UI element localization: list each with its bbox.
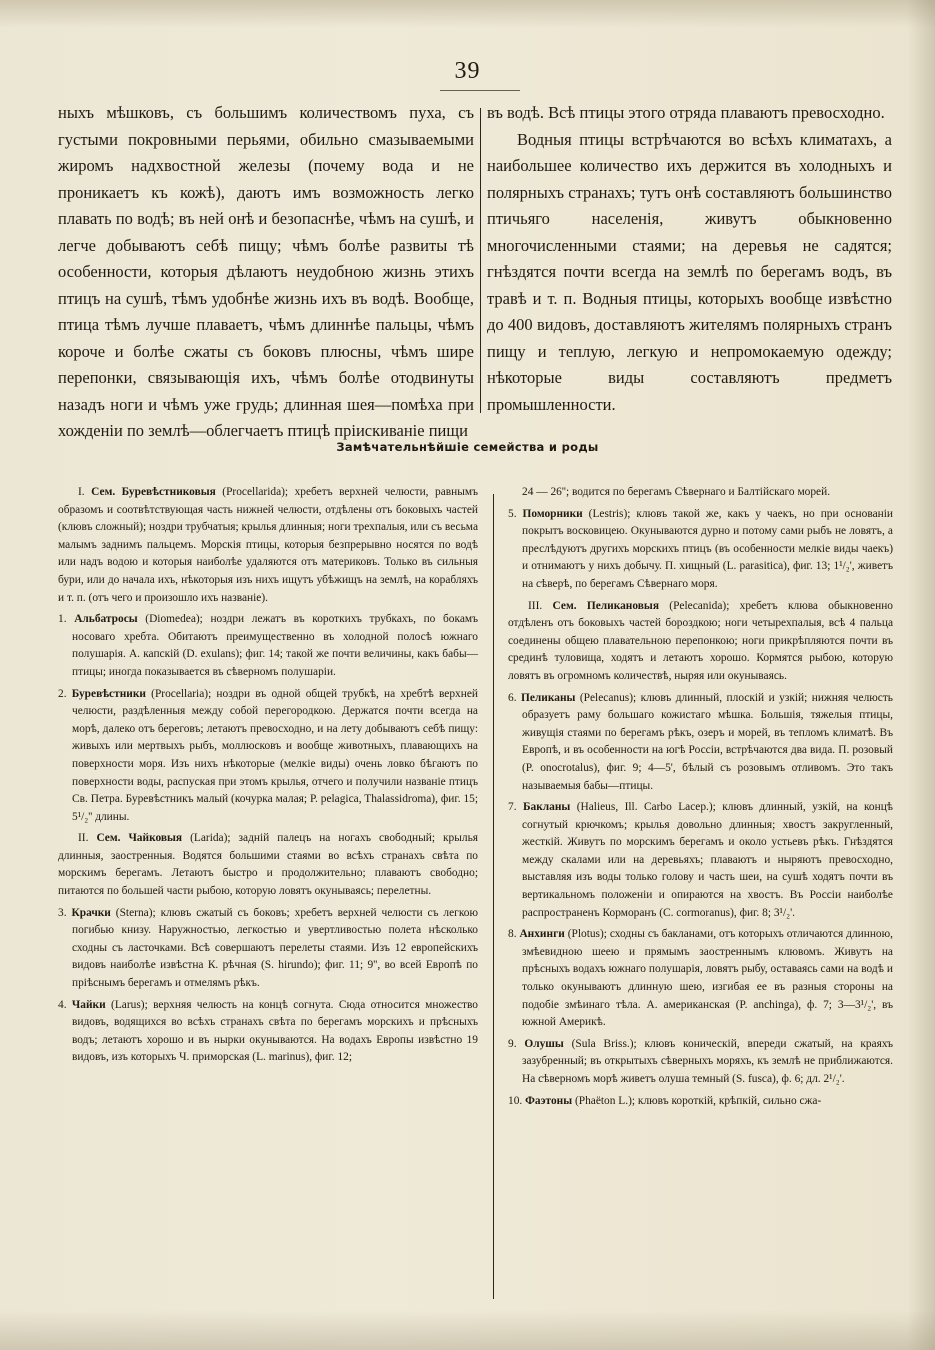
column-divider-bottom <box>493 494 494 1299</box>
taxonomy-left-column <box>58 484 478 1071</box>
family-entry <box>58 484 478 607</box>
intro-left-column <box>58 100 474 445</box>
entry-number: 5. <box>508 507 517 520</box>
page-number: 39 <box>454 58 481 84</box>
intro-right-paragraph-2: Водныя птицы встрѣчаются во всѣхъ климатахъ, а наибольшее количество ихъ держится въ холодныхъ и полярныхъ странахъ; тутъ онѣ составляютъ большинство птичьяго населенія, живутъ обыкновенно многочисленными стаями; на деревья не садятся; гнѣздятся почти всегда на землѣ по берегамъ водъ, въ травѣ и т. п. Водныя птицы, которыхъ вообще извѣстно до 400 видовъ, доставляютъ жителямъ полярныхъ странъ пищу и теплую, легкую и непромокаемую одежду; нѣкоторые виды составляютъ предметъ промышленности. <box>487 129 892 414</box>
entry-name: Сем. Чайковыя <box>96 832 183 845</box>
genus-entry <box>508 1036 893 1089</box>
entry-text: (Lestris); клювъ такой же, какъ у чаекъ, но при основаніи покрытъ восковицею. Окунываются дурно и потому сами рыбъ не ловятъ, а преслѣдуютъ другихъ морскихъ птицъ (въ особенности мелкіе виды чаекъ) и отнимаютъ у нихъ добычу. П. хищный (L. parasitica), фиг. 13; 1¹/₂', живетъ на сѣверѣ, по берегамъ Сѣвернаго моря. <box>522 507 893 590</box>
entry-name: Сем. Пеликановыя <box>552 599 659 612</box>
family-entry <box>508 598 893 686</box>
entry-text: (Sterna); клювъ сжатый съ боковъ; хребетъ верхней челюсти съ легкою погибью книзу. Наружностью, легкостью и увертливостью полета нѣсколько сходны съ ласточками. Всѣ совершаютъ перелеты стаями. Изъ 12 европейскихъ видовъ наиболѣе извѣстна К. рѣчная (S. hirundo); фиг. 11; 9'', во всей Европѣ по пріѣснымъ берегамъ и отмелямъ рѣкъ. <box>72 906 478 990</box>
entry-number: 7. <box>508 801 517 814</box>
entry-name: Поморники <box>522 507 583 520</box>
intro-right-column <box>487 100 892 418</box>
genus-entry <box>508 926 893 1032</box>
taxonomy-right-column <box>508 484 893 1114</box>
entry-name: Чайки <box>71 998 106 1011</box>
entry-text: (Procellaria); ноздри въ одной общей трубкѣ, на хребтѣ верхней челюсти, раздѣленныя между собой перегородкою. Держатся почти всегда на морѣ, далеко отъ береговъ; летаютъ превосходно, и на лету добываютъ себѣ пищу: живыхъ или мертвыхъ рыбъ, моллюсковъ и вообще животныхъ, плавающихъ на поверхности моря. Изъ нихъ нѣкоторые (мелкіе виды) очень ловко бѣгаютъ по поверхности воды, распуская при этомъ крылья, отчего и получили названіе птицъ Св. Петра. Буревѣстникъ малый (кочурка малая; P. pelagica, Thalassidroma), фиг. 15; 5¹/₂'' длины. <box>72 687 478 823</box>
entry-number: 8. <box>508 928 517 941</box>
entry-text: (Sula Briss.); клювъ коническій, впереди сжатый, на краяхъ зазубренный; въ открытыхъ сѣверныхъ моряхъ, къ землѣ не приближаются. На сѣверномъ морѣ живетъ олуша темный (S. fusca), ф. 6; дл. 2¹/₂'. <box>522 1037 893 1085</box>
entry-name: Фаэтоны <box>525 1094 573 1107</box>
genus-entry <box>58 611 478 681</box>
intro-left-paragraph: ныхъ мѣшковъ, съ большимъ количествомъ пуха, съ густыми покровными перьями, обильно смазываемыми жиромъ надхвостной железы (почему вода и не проникаетъ къ кожѣ), даютъ имъ возможность легко плавать по водѣ; въ ней онѣ и безопаснѣе, чѣмъ на сушѣ, и легче добываютъ себѣ пищу; чѣмъ болѣе развиты тѣ особенности, которыя дѣлаютъ неудобною жизнь этихъ птицъ на сушѣ, тѣмъ удобнѣе жизнь ихъ въ водѣ. Вообще, птица тѣмъ лучше плаваетъ, чѣмъ длиннѣе пальцы, чѣмъ короче и болѣе сжаты съ боковъ плюсны, чѣмъ шире перепонки, связывающія ихъ, чѣмъ болѣе отодвинуты назадъ ноги и чѣмъ уже грудь; длинная шея—помѣха при хожденіи по землѣ—облегчаетъ птицѣ пріискиваніе пищи <box>58 103 474 440</box>
intro-right-paragraph-1: въ водѣ. Всѣ птицы этого отряда плаваютъ превосходно. <box>487 103 885 122</box>
entry-text: (Larida); задній палецъ на ногахъ свободный; крылья длинныя, заостренныя. Водятся большими стаями во всѣхъ странахъ свѣта по морскимъ берегамъ. Летаютъ быстро и продолжительно; плаваютъ свободно; питаются по большей части рыбою, которую ловятъ окунываясь; перелетны. <box>58 832 479 898</box>
entry-name: Сем. Буревѣстниковыя <box>91 486 216 498</box>
genus-entry <box>58 686 478 827</box>
entry-text: (Procellarida); хребетъ верхней челюсти, равнымъ образомъ и соотвѣтствующая часть нижней челюсти, отдѣлены отъ боковыхъ частей (клювъ сложный); ноздри трубчатыя; крылья длинныя; ноги трехпалыя, или съ весьма малымъ заднимъ пальцемъ. Морскія птицы, которыя безпрерывно носятся по водѣ или надъ водою и которыя наиболѣе удаляются отъ материковъ. Только въ сильныя бури, или до начала ихъ, нѣкоторыя изъ нихъ ищутъ убѣжищъ на землѣ, на корабляхъ и т. п. (отъ чего и произошло ихъ названіе). <box>58 486 478 604</box>
entry-name: Олушы <box>524 1037 564 1050</box>
header-rule <box>440 90 520 91</box>
entry-number: 2. <box>58 687 67 700</box>
entry-text: (Diomedea); ноздри лежатъ въ короткихъ трубкахъ, по бокамъ носоваго хребта. Обитаютъ преимущественно въ холодной полосѣ южнаго полушарія. А. капскій (D. exulans); фиг. 14; такой же почти величины, какъ бабы—птицы; иногда показывается въ сѣверномъ полушаріи. <box>72 613 478 678</box>
entry-number: 4. <box>58 998 67 1011</box>
entry-name: Бакланы <box>522 801 571 814</box>
entry-number: 6. <box>508 691 517 704</box>
genus-entry <box>58 905 478 993</box>
genus-entry <box>58 997 478 1067</box>
entry-text: (Pelecanus); клювъ длинный, плоскій и узкій; нижняя челюсть образуетъ раму большаго кожистаго мѣшка. Большія, тяжелыя птицы, живущія стаями по берегамъ рѣкъ, озеръ и морей, въ тепломъ климатѣ. Въ Европѣ, и въ особенности на югѣ Россіи, встрѣчаются два вида. П. розовый (P. onocrotalus), фиг. 9; 4—5', бѣлый съ розовымъ отливомъ. Это такъ называемыя бабы—птицы. <box>522 691 893 792</box>
entry-name: Пеликаны <box>521 691 576 704</box>
genus-entry <box>508 1093 893 1111</box>
entry-text: (Phaëton L.); клювъ короткій, крѣпкій, сильно сжа- <box>572 1094 822 1107</box>
entry-number: III. <box>528 599 543 612</box>
section-title: Замѣчательнѣйшіе семейства и роды <box>336 440 599 454</box>
entry-number: I. <box>78 486 85 498</box>
genus-entry <box>508 799 893 922</box>
genus-entry <box>508 506 893 594</box>
entry-text: (Pelecanida); хребетъ клюва обыкновенно отдѣленъ отъ боковыхъ частей бороздкою; ноги четырехпалыя, всѣ 4 пальца соединены общею плавательною перепонкою; ноги прикрѣпляются почти въ срединѣ туловища, ходятъ и летаютъ хорошо. Кормятся рыбою, которую ловятъ въ огромномъ количествѣ, ныряя или окунываясь. <box>508 599 893 682</box>
entry-text: (Plotus); сходны съ бакланами, отъ которыхъ отличаются длинною, змѣевидною шеею и прямымъ заостреннымъ клювомъ. Живутъ на прѣсныхъ водахъ южнаго полушарія, ловятъ рыбу, оставаясь сами на водѣ и только окунываютъ длинную шею, изгибая ее въ разныя стороны на подобіе змѣинаго тѣла. А. американская (P. anchinga), ф. 7; 3—3¹/₂', въ южной Америкѣ. <box>522 928 893 1029</box>
page-edge-shadow <box>907 0 935 1350</box>
entry-name: Анхинги <box>519 928 565 941</box>
column-divider-top <box>480 108 481 413</box>
continuation-entry <box>508 484 893 502</box>
entry-name: Альбатросы <box>74 613 138 626</box>
genus-entry <box>508 690 893 796</box>
entry-number: II. <box>78 832 89 845</box>
entry-number: 9. <box>508 1037 517 1050</box>
page-bottom-shadow <box>0 1310 935 1350</box>
entry-number: 1. <box>58 613 67 626</box>
entry-text: 24 — 26''; водится по берегамъ Сѣвернаго и Балтійскаго морей. <box>522 486 831 498</box>
entry-number: 10. <box>508 1094 523 1107</box>
entry-number: 3. <box>58 906 67 919</box>
family-entry <box>58 830 478 900</box>
entry-name: Буревѣстники <box>71 687 146 700</box>
entry-text: (Halieus, Ill. Carbo Lacep.); клювъ длинный, узкій, на концѣ согнутый крючкомъ; крылья довольно длинныя; хвостъ закругленный, жесткій. Живутъ по морскимъ берегамъ и около устьевъ рѣкъ. Гнѣздятся между скалами или на деревьяхъ; плаваютъ и ныряютъ превосходно, выставляя изъ воды только голову и часть шеи, на сушѣ ходятъ почти въ вертикальномъ положеніи и опираются на хвостъ. Въ Россіи наиболѣе распространенъ Корморанъ (C. cormoranus), фиг. 8; 3¹/₂'. <box>522 801 893 919</box>
entry-text: (Larus); верхняя челюсть на концѣ согнута. Сюда относится множество видовъ, водящихся во всѣхъ странахъ свѣта по берегамъ морскихъ и прѣсныхъ водъ; летаютъ хорошо и въ нырки окунываются. На водахъ Европы извѣстно 19 видовъ, изъ которыхъ Ч. приморская (L. marinus), фиг. 12; <box>72 998 478 1064</box>
entry-name: Крачки <box>71 906 111 919</box>
